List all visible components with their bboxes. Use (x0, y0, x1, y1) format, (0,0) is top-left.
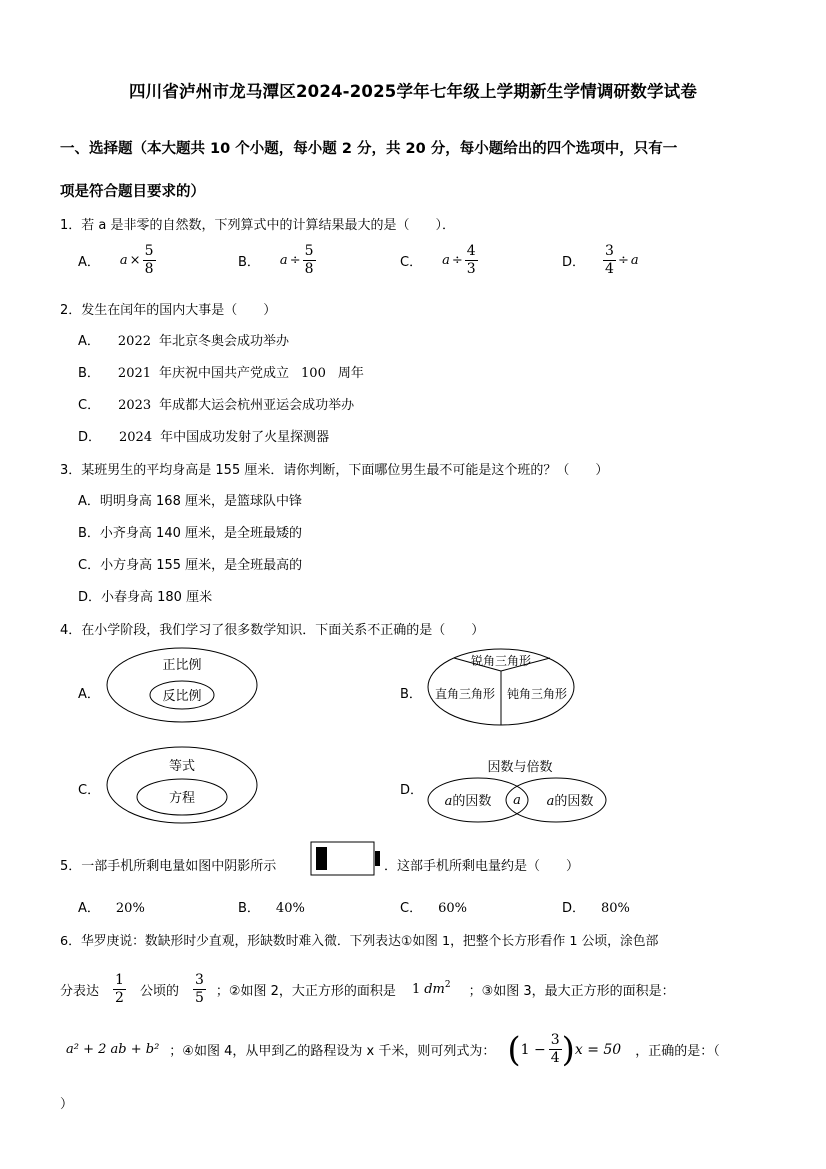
battery-fill (316, 847, 327, 870)
q2-option-c[interactable] (78, 394, 354, 413)
option-text: 年中国成功发射了火星探测器 (160, 430, 330, 445)
outer-label: 等式 (168, 759, 196, 774)
section-heading-line1: 一、选择题（本大题共 10 个小题，每小题 2 分，共 20 分，每小题给出的四个选项中，只有一 (60, 141, 678, 157)
q3-option-d[interactable]: D．小春身高 180 厘米 (78, 590, 213, 605)
math-op: ÷ (451, 253, 463, 268)
option-label: C． (78, 398, 101, 413)
option-value: 40% (275, 901, 305, 916)
option-label: B． (238, 255, 260, 270)
q6-line3 (66, 1029, 720, 1070)
option-label: B． (78, 366, 100, 381)
fraction: $\frac{1}{2}$ (115, 972, 124, 1006)
outer-label: 正比例 (162, 658, 202, 673)
q1-option-c[interactable] (400, 243, 478, 278)
section-heading-line2: 项是符合题目要求的） (60, 184, 205, 200)
year: 2022 (117, 334, 151, 349)
number: 1 (411, 982, 421, 997)
option-value: 80% (601, 901, 630, 916)
year: 2024 (119, 430, 153, 445)
math-op: ÷ (617, 253, 629, 268)
fraction: $\frac{5}{8}$ (144, 243, 154, 277)
option-label: D． (562, 901, 586, 916)
option-label: A． (78, 334, 100, 349)
inner-label: 方程 (168, 791, 196, 806)
text: ，正确的是：（ (635, 1044, 720, 1059)
unit: dm (424, 982, 445, 997)
left-label: a的因数 (444, 794, 492, 809)
q2-option-b[interactable] (78, 362, 364, 381)
q5-stem-after: ．这部手机所剩电量约是（ ） (384, 859, 580, 874)
q4-option-c-label[interactable]: C． (78, 783, 101, 798)
q6-line4: ） (60, 1097, 74, 1112)
q1-option-a[interactable] (78, 243, 156, 278)
fraction: $\frac{3}{4}$ (605, 243, 614, 277)
q2-option-a[interactable] (78, 330, 289, 349)
year: 2021 (117, 366, 152, 381)
option-label: C． (400, 901, 423, 916)
q4-option-a-label[interactable]: A． (78, 687, 100, 702)
q4-diagram-c (104, 744, 260, 826)
q3-option-c[interactable]: C．小方身高 155 厘米，是全班最高的 (78, 558, 303, 573)
q2-stem: 2．发生在闰年的国内大事是（ ） (60, 303, 277, 318)
q3-option-b[interactable]: B．小齐身高 140 厘米，是全班最矮的 (78, 526, 302, 541)
number: 100 (301, 366, 326, 381)
option-text: 周年 (337, 366, 364, 381)
math-var: a (442, 253, 450, 268)
q1-option-d[interactable] (562, 243, 639, 278)
q4-diagram-a (104, 645, 260, 725)
label-acute: 锐角三角形 (470, 654, 532, 668)
q1-stem: 1．若 a 是非零的自然数，下列算式中的计算结果最大的是（ ）． (60, 218, 456, 233)
math-text: x = 50 (574, 1041, 622, 1058)
page-title: 四川省泸州市龙马潭区2024-2025学年七年级上学期新生学情调研数学试卷 (128, 82, 698, 101)
q5-option-d[interactable] (562, 897, 630, 916)
exponent: 2 (444, 980, 451, 990)
math-var: a (119, 253, 128, 268)
math-op: × (129, 253, 141, 268)
diagram-title: 因数与倍数 (487, 760, 553, 775)
option-text: 年北京冬奥会成功举办 (159, 334, 290, 349)
q4-option-b-label[interactable]: B． (400, 687, 422, 702)
paren-left: ( (507, 1029, 521, 1070)
q3-stem: 3．某班男生的平均身高是 155 厘米．请你判断，下面哪位男生最不可能是这个班的？（ ） (60, 463, 609, 478)
q3-option-a[interactable]: A．明明身高 168 厘米，是篮球队中锋 (78, 494, 302, 509)
q5-stem-before: 5．一部手机所剩电量如图中阴影所示 (60, 859, 277, 874)
option-label: D． (78, 430, 102, 445)
math-var: a (279, 253, 288, 268)
q4-option-d-label[interactable]: D． (400, 783, 424, 798)
q2-option-d[interactable] (78, 426, 329, 445)
text: ；③如图 3，最大正方形的面积是： (468, 984, 675, 999)
q4-diagram-d (426, 756, 610, 826)
intersection-label: a (513, 793, 521, 808)
q4-diagram-b (426, 647, 576, 727)
math-var: a (630, 253, 639, 268)
year: 2023 (118, 398, 152, 413)
text: ；④如图 4，从甲到乙的路程设为 x 千米，则可列式为： (169, 1044, 496, 1059)
option-label: B． (238, 901, 260, 916)
paren-right: ) (561, 1029, 575, 1070)
fraction: $\frac{4}{3}$ (466, 243, 476, 277)
q5-option-c[interactable] (400, 897, 467, 916)
text: 分表达 (60, 984, 100, 999)
option-text: 年成都大运会杭州亚运会成功举办 (159, 398, 355, 413)
inner-label: 反比例 (162, 689, 202, 704)
q4-stem: 4．在小学阶段，我们学习了很多数学知识．下面关系不正确的是（ ） (60, 623, 485, 638)
option-label: D． (562, 255, 586, 270)
option-label: A． (78, 255, 100, 270)
text: ；②如图 2，大正方形的面积是 (215, 984, 396, 999)
q5-option-b[interactable] (238, 897, 305, 916)
battery-terminal (375, 851, 380, 866)
q1-option-b[interactable] (238, 243, 316, 278)
right-label: a的因数 (546, 794, 594, 809)
math-expression: a² + 2 ab + b² (66, 1042, 160, 1057)
q6-line2 (60, 972, 675, 1007)
fraction: $\frac{3}{4}$ (550, 1032, 560, 1066)
label-right: 直角三角形 (434, 687, 496, 701)
math-op: ÷ (289, 253, 301, 268)
option-value: 60% (438, 901, 467, 916)
math-text: 1 − (520, 1041, 546, 1058)
option-label: C． (400, 255, 423, 270)
label-obtuse: 钝角三角形 (506, 687, 568, 701)
option-value: 20% (115, 901, 145, 916)
battery-icon (310, 841, 382, 877)
q6-line1: 6．华罗庚说：数缺形时少直观，形缺数时难入微．下列表达①如图 1，把整个长方形看作 1 公顷，涂色部 (60, 934, 659, 949)
text: 公顷的 (139, 984, 179, 999)
q5-option-a[interactable] (78, 897, 145, 916)
fraction: $\frac{5}{8}$ (304, 243, 314, 277)
fraction: $\frac{3}{5}$ (194, 972, 204, 1006)
option-label: A． (78, 901, 100, 916)
option-text: 年庆祝中国共产党成立 (159, 366, 290, 381)
